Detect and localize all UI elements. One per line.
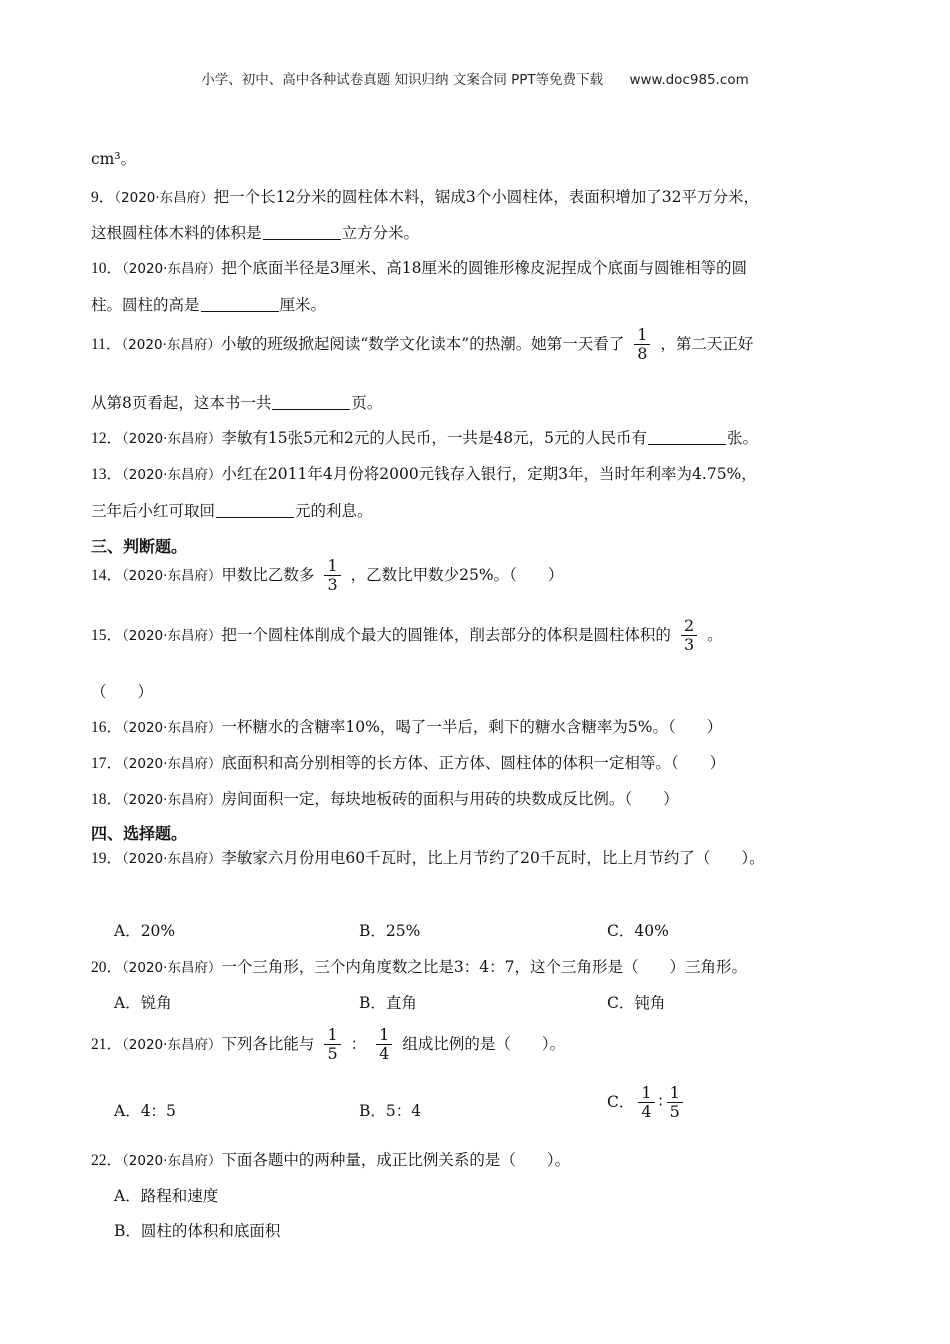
question-number: 21． bbox=[91, 1035, 123, 1053]
question-number: 11． bbox=[91, 335, 122, 353]
option-b[interactable]: B．5：4 bbox=[359, 1102, 422, 1120]
question-number: 20． bbox=[91, 959, 123, 976]
question-12-line-1 bbox=[91, 426, 758, 448]
answer-blank[interactable] bbox=[263, 225, 341, 240]
question-text: 张。 bbox=[726, 429, 758, 447]
question-source: （2020·东昌府） bbox=[114, 190, 214, 206]
question-text: 把个底面半径是3厘米、高18厘米的圆锥形橡皮泥捏成个底面与圆锥相等的圆 bbox=[221, 259, 748, 277]
question-source: （2020·东昌府） bbox=[122, 467, 222, 483]
question-source: （2020·东昌府） bbox=[122, 756, 222, 772]
question-source: （2020·东昌府） bbox=[122, 261, 222, 277]
question-14-line-1 bbox=[91, 557, 563, 595]
option-a[interactable]: A．20% bbox=[114, 922, 176, 940]
question-number: 12． bbox=[91, 430, 123, 447]
fraction: $\frac{1}{5}$ bbox=[667, 1084, 683, 1122]
question-text: 甲数比乙数多 bbox=[221, 565, 315, 584]
question-number: 17． bbox=[91, 755, 123, 772]
option-a[interactable]: A．路程和速度 bbox=[114, 1187, 219, 1205]
question-number: 9． bbox=[91, 189, 115, 206]
question-text: 李敏家六月份用电60千瓦时，比上月节约了20千瓦时，比上月节约了（ ）。 bbox=[221, 849, 765, 867]
question-text: 李敏有15张5元和2元的人民币，一共是48元，5元的人民币有 bbox=[221, 429, 647, 447]
fraction: $\frac{1}{4}$ bbox=[638, 1084, 654, 1122]
fraction: $\frac{1}{3}$ bbox=[324, 557, 340, 595]
question-22-line-1 bbox=[91, 1148, 570, 1170]
question-9-line-2 bbox=[91, 221, 419, 243]
question-text: 。 bbox=[707, 625, 723, 644]
question-number: 10． bbox=[91, 260, 123, 277]
question-13-line-1 bbox=[91, 462, 757, 484]
question-17-line-1 bbox=[91, 751, 725, 773]
carry-over-line: cm³。 bbox=[91, 150, 137, 168]
fraction: $\frac{2}{3}$ bbox=[681, 617, 697, 655]
answer-blank[interactable] bbox=[648, 430, 726, 445]
question-number: 18． bbox=[91, 791, 123, 808]
question-text: 下面各题中的两种量，成正比例关系的是（ ）。 bbox=[221, 1151, 571, 1169]
question-number: 14． bbox=[91, 566, 123, 584]
ratio-colon: ∶ bbox=[658, 1092, 663, 1111]
question-text: 底面积和高分别相等的长方体、正方体、圆柱体的体积一定相等。（ ） bbox=[221, 754, 726, 772]
question-text: 一杯糖水的含糖率10%，喝了一半后，剩下的糖水含糖率为5%。（ ） bbox=[221, 718, 723, 736]
question-source: （2020·东昌府） bbox=[122, 792, 222, 808]
question-source: （2020·东昌府） bbox=[122, 1153, 222, 1169]
option-c[interactable]: C．40% bbox=[607, 922, 669, 940]
question-source: （2020·东昌府） bbox=[122, 960, 222, 976]
question-number: 22． bbox=[91, 1152, 123, 1169]
question-21-line-1 bbox=[91, 1026, 565, 1064]
option-b[interactable]: B．25% bbox=[359, 922, 421, 940]
question-text: 立方分米。 bbox=[341, 224, 420, 242]
question-18-line-1 bbox=[91, 787, 679, 809]
question-source: （2020·东昌府） bbox=[122, 627, 222, 644]
question-19-line-1 bbox=[91, 846, 765, 868]
question-text: 元的利息。 bbox=[295, 502, 373, 520]
question-10-line-2 bbox=[91, 293, 326, 315]
option-a[interactable]: A．锐角 bbox=[114, 994, 172, 1012]
question-text: 把一个长12分米的圆柱体木料，锯成3个小圆柱体，表面积增加了32平万分米， bbox=[213, 188, 759, 206]
question-text: 下列各比能与 bbox=[221, 1034, 315, 1053]
question-11-line-2 bbox=[91, 391, 382, 413]
header-site[interactable]: www.doc985.com bbox=[629, 72, 749, 88]
question-16-line-1 bbox=[91, 715, 722, 737]
question-11-line-1 bbox=[91, 326, 753, 364]
question-text: 页。 bbox=[351, 394, 383, 412]
fraction: $\frac{1}{8}$ bbox=[634, 326, 650, 364]
page-header bbox=[0, 68, 950, 88]
question-text: 小敏的班级掀起阅读“数学文化读本”的热潮。她第一天看了 bbox=[220, 334, 625, 353]
fraction: $\frac{1}{5}$ bbox=[324, 1026, 340, 1064]
option-b[interactable]: B．直角 bbox=[359, 994, 417, 1012]
question-text: ，第二天正好 bbox=[660, 334, 754, 353]
header-text: 小学、初中、高中各种试卷真题 知识归纳 文案合同 PPT等免费下载 bbox=[201, 72, 604, 88]
question-text: 小红在2011年4月份将2000元钱存入银行，定期3年，当时年利率为4.75%， bbox=[221, 465, 757, 483]
question-number: 13． bbox=[91, 466, 123, 483]
question-text: 房间面积一定，每块地板砖的面积与用砖的块数成反比例。（ ） bbox=[221, 790, 679, 808]
question-source: （2020·东昌府） bbox=[122, 851, 222, 867]
question-20-line-1 bbox=[91, 955, 747, 977]
question-text: 一个三角形，三个内角度数之比是3：4：7，这个三角形是（ ）三角形。 bbox=[221, 958, 748, 976]
answer-blank[interactable] bbox=[216, 503, 294, 518]
question-number: 16． bbox=[91, 719, 123, 736]
answer-blank[interactable] bbox=[272, 395, 350, 410]
question-text: 把一个圆柱体削成个最大的圆锥体，削去部分的体积是圆柱体积的 bbox=[221, 625, 671, 644]
question-source: （2020·东昌府） bbox=[121, 336, 221, 353]
option-c[interactable]: C．钝角 bbox=[607, 994, 666, 1012]
question-source: （2020·东昌府） bbox=[122, 431, 222, 447]
question-text: 从第8页看起，这本书一共 bbox=[91, 394, 272, 412]
question-text: 这根圆柱体木料的体积是 bbox=[91, 224, 262, 242]
question-text: 厘米。 bbox=[279, 296, 327, 314]
question-source: （2020·东昌府） bbox=[122, 1036, 222, 1053]
question-number: 15． bbox=[91, 626, 123, 644]
question-text: 组成比例的是（ ）。 bbox=[402, 1034, 566, 1053]
answer-blank[interactable] bbox=[201, 297, 279, 312]
section-heading-judgement: 三、判断题。 bbox=[91, 537, 188, 556]
question-text: 柱。圆柱的高是 bbox=[91, 296, 200, 314]
question-text: ，乙数比甲数少25%。（ ） bbox=[350, 565, 564, 584]
question-15-line-1 bbox=[91, 617, 723, 655]
option-c[interactable] bbox=[607, 1084, 687, 1122]
option-label: C． bbox=[607, 1092, 635, 1111]
question-source: （2020·东昌府） bbox=[122, 567, 222, 584]
question-9-line-1 bbox=[91, 185, 759, 207]
option-a[interactable]: A．4：5 bbox=[114, 1102, 176, 1120]
section-heading-choice: 四、选择题。 bbox=[91, 824, 188, 843]
question-15-line-2[interactable]: （ ） bbox=[91, 683, 154, 701]
question-number: 19． bbox=[91, 850, 123, 867]
question-10-line-1 bbox=[91, 256, 747, 278]
fraction: $\frac{1}{4}$ bbox=[376, 1026, 392, 1064]
question-13-line-2 bbox=[91, 499, 373, 521]
option-b[interactable]: B．圆柱的体积和底面积 bbox=[114, 1222, 281, 1240]
ratio-colon: ： bbox=[350, 1034, 367, 1053]
question-text: 三年后小红可取回 bbox=[91, 502, 216, 520]
question-source: （2020·东昌府） bbox=[122, 720, 222, 736]
